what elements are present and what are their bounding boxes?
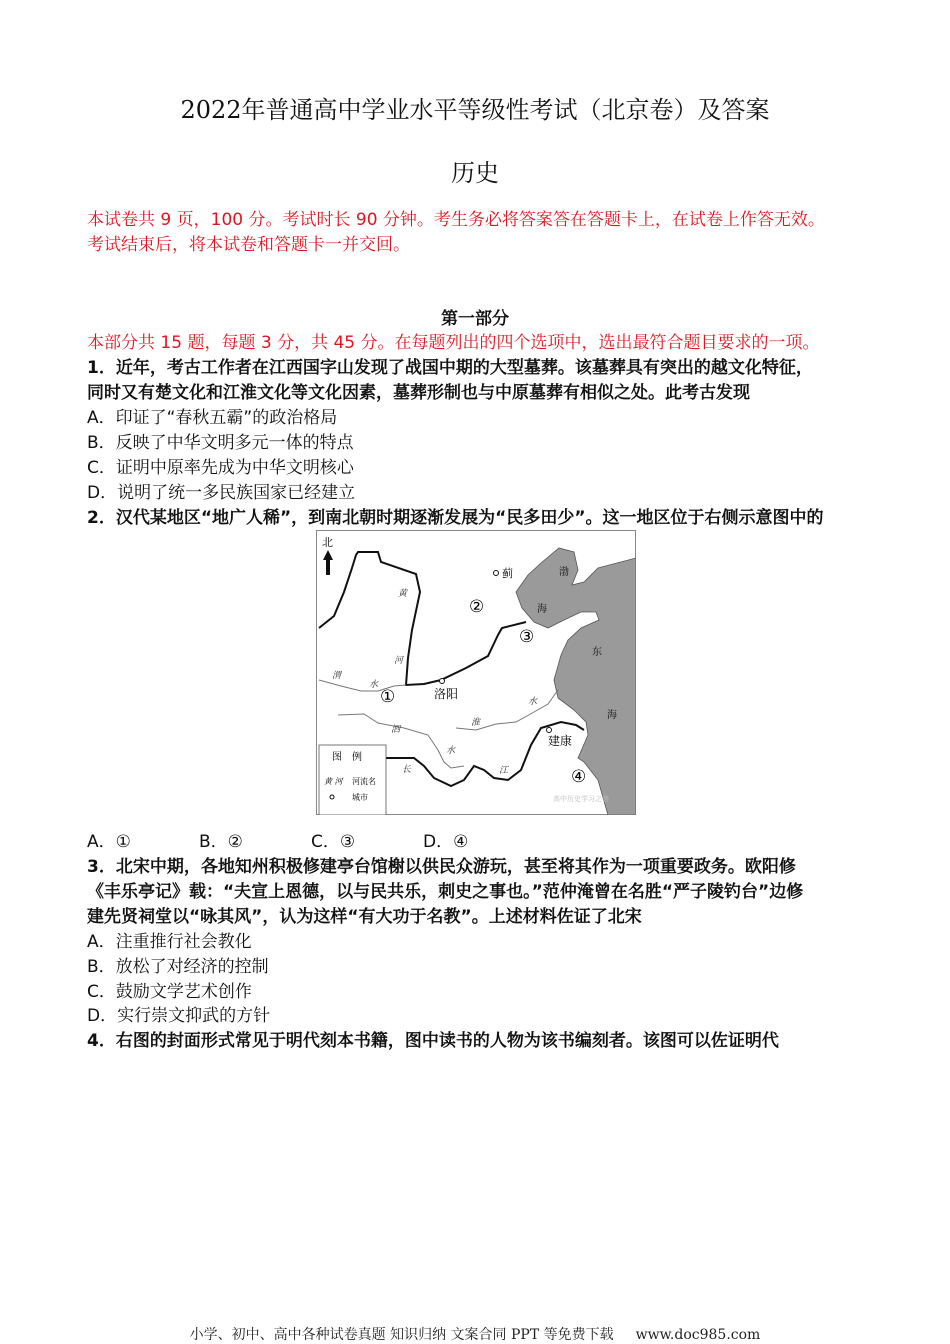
river-label: 水 [528, 697, 538, 707]
notice-line: 考试结束后，将本试卷和答题卡一并交回。 [87, 235, 410, 255]
option: A．① [87, 832, 131, 852]
city-dot [440, 679, 445, 684]
question-stem: 《丰乐亭记》载：“夫宣上恩德，以与民共乐，刺史之事也。”范仲淹曾在名胜“严子陵钓台”边修 [87, 882, 804, 902]
river-label: 江 [499, 766, 509, 776]
document-title: 2022年普通高中学业水平等级性考试（北京卷）及答案 [180, 96, 770, 124]
river-label: 水 [369, 680, 379, 690]
legend-city-icon [330, 795, 334, 799]
city-dot [547, 728, 552, 733]
city-label: 建康 [548, 734, 573, 748]
option: D．④ [423, 832, 469, 852]
question-stem: 建先贤祠堂以“咏其风”，认为这样“有大功于名教”。上述材料佐证了北宋 [87, 907, 642, 927]
river-label: 淮 [471, 718, 481, 728]
option: A．注重推行社会教化 [87, 932, 252, 952]
page-footer [0, 1324, 950, 1344]
question-stem: 4．右图的封面形式常见于明代刻本书籍，图中读书的人物为该书编刻者。该图可以佐证明代 [87, 1031, 779, 1051]
option: D．实行崇文抑武的方针 [87, 1006, 271, 1026]
river-label: 渭 [332, 671, 342, 681]
options-row [87, 830, 535, 854]
option: A．印证了“春秋五霸”的政治格局 [87, 408, 338, 428]
marker-1: ① [380, 687, 396, 707]
marker-2: ② [469, 597, 485, 617]
watermark: 高中历史学习之巷 [553, 795, 609, 803]
sea-label: 海 [537, 604, 547, 615]
subject-title: 历史 [451, 159, 499, 187]
river-label: 水 [446, 746, 456, 756]
option: C．证明中原率先成为中华文明核心 [87, 458, 354, 478]
notice-line: 本试卷共 9 页，100 分。考试时长 90 分钟。考生务必将答案答在答题卡上，在试卷上作答无效。 [87, 210, 825, 230]
city-label: 洛阳 [434, 687, 459, 701]
question-stem: 3．北宋中期，各地知州积极修建亭台馆榭以供民众游玩，甚至将其作为一项重要政务。欧阳修 [87, 857, 796, 877]
part-heading: 第一部分 [441, 309, 509, 329]
sea-label: 渤 [559, 567, 569, 578]
question-stem: 1．近年，考古工作者在江西国字山发现了战国中期的大型墓葬。该墓葬具有突出的越文化特征， [87, 358, 813, 378]
city-label: 蓟 [502, 567, 513, 580]
sea-label: 海 [607, 710, 617, 721]
river-label: 河 [394, 656, 404, 666]
marker-4: ④ [571, 767, 587, 787]
option: B．放松了对经济的控制 [87, 957, 269, 977]
river-label: 黄 [398, 589, 408, 599]
river-label: 泗 [391, 725, 401, 735]
river-label: 长 [402, 765, 412, 775]
marker-3: ③ [519, 627, 535, 647]
footer-text: 小学、初中、高中各种试卷真题 知识归纳 文案合同 PPT 等免费下载 [189, 1327, 614, 1343]
legend-city-label: 城市 [352, 793, 368, 802]
city-dot [494, 571, 499, 576]
legend-river-label: 河流名 [352, 777, 376, 786]
north-label: 北 [322, 536, 333, 549]
map-figure [316, 530, 636, 815]
question-stem: 2．汉代某地区“地广人稀”，到南北朝时期逐渐发展为“民多田少”。这一地区位于右侧示意图中的 [87, 508, 824, 528]
option: B．② [199, 832, 243, 852]
option: D．说明了统一多民族国家已经建立 [87, 483, 356, 503]
part-instruction: 本部分共 15 题，每题 3 分，共 45 分。在每题列出的四个选项中，选出最符合题目要求的一项。 [87, 333, 820, 353]
question-stem: 同时又有楚文化和江淮文化等文化因素，墓葬形制也与中原墓葬有相似之处。此考古发现 [87, 383, 750, 403]
footer-url[interactable]: www.doc985.com [635, 1327, 761, 1343]
option: C．鼓励文学艺术创作 [87, 982, 252, 1002]
legend-river-sample: 黄 河 [324, 777, 343, 786]
option: B．反映了中华文明多元一体的特点 [87, 433, 354, 453]
map-legend [319, 745, 386, 815]
legend-title: 图 例 [332, 752, 362, 763]
sea-label: 东 [592, 647, 602, 658]
option: C．③ [311, 832, 356, 852]
